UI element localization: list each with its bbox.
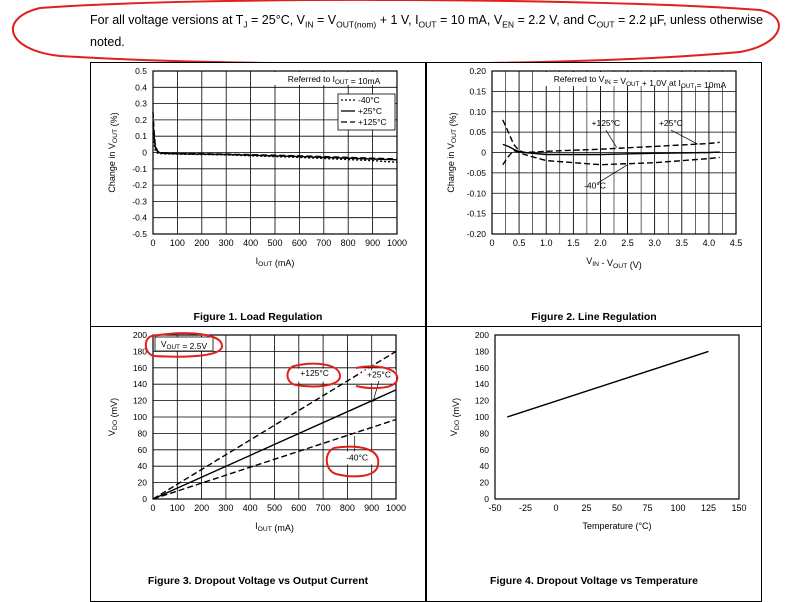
y-tick-label: -0.3 [132, 196, 147, 207]
x-tick-label: 0 [150, 238, 156, 248]
y-tick-label: 0.1 [135, 131, 147, 142]
cout-subscript: OUT [596, 19, 615, 30]
y-tick-label: 120 [132, 395, 147, 406]
vout-subscript: OUT(nom) [336, 19, 377, 30]
conditions-note [90, 12, 770, 51]
y-axis-label: Change in $V_{OUT}$ (%) [107, 112, 119, 193]
fig4-plot-group [449, 330, 747, 531]
x-axis-label: $I_{OUT}$ (mA) [255, 256, 295, 268]
y-tick-label: 60 [479, 444, 489, 455]
y-tick-label: 0.15 [469, 86, 486, 97]
line-regulation-chart [427, 63, 761, 308]
annotation-text: Referred to $I_{OUT} = 10mA$ [287, 74, 381, 86]
y-tick-label: 140 [132, 379, 147, 390]
legend-entry: +125°C [358, 117, 387, 127]
series-label-125: +125°C [591, 118, 621, 129]
figure-2-panel [426, 62, 762, 327]
y-tick-label: 0.2 [135, 114, 147, 125]
figure-2-caption: Figure 2. Line Regulation [531, 311, 657, 323]
y-tick-label: 100 [474, 412, 489, 422]
note-prefix: For all voltage versions at T [90, 13, 244, 27]
series-label-25: +25°C [658, 118, 683, 129]
x-tick-label: -50 [488, 503, 502, 513]
note-after-vout: + 1 V, I [376, 13, 419, 27]
series-line [503, 144, 720, 154]
figure-3-panel [90, 326, 426, 602]
y-tick-label: 180 [132, 346, 147, 357]
y-tick-label: 200 [474, 330, 489, 340]
x-tick-label: 1000 [386, 238, 408, 248]
ven-subscript: EN [502, 19, 514, 30]
figure-1-panel [90, 62, 426, 327]
y-tick-label: 60 [137, 444, 147, 455]
series-label-minus40: -40°C [584, 180, 606, 191]
y-tick-label: -0.5 [132, 229, 147, 239]
x-tick-label: 400 [243, 238, 259, 248]
vin-subscript: IN [305, 19, 314, 30]
x-tick-label: 900 [364, 503, 380, 513]
y-tick-label: 160 [132, 362, 147, 373]
plot-frame [495, 335, 739, 499]
y-axis-label: Change in $V_{OUT}$ (%) [446, 112, 458, 193]
iout-subscript: OUT [418, 19, 437, 30]
x-tick-label: 25 [581, 503, 592, 513]
x-tick-label: 100 [169, 238, 185, 248]
x-tick-label: 50 [611, 503, 623, 513]
y-axis-label: $V_{DO}$ (mV) [107, 397, 119, 437]
y-tick-label: 80 [479, 428, 489, 439]
series-label-25: +25°C [367, 369, 391, 380]
x-axis-label: $V_{IN} - V_{OUT}$ (V) [586, 256, 642, 270]
x-tick-label: 2.5 [621, 238, 634, 248]
y-tick-label: -0.20 [466, 229, 486, 239]
legend-entry: -40°C [358, 95, 380, 105]
y-tick-label: 0 [142, 494, 147, 504]
fig1-plot-group [107, 66, 407, 268]
x-tick-label: 100 [169, 503, 185, 513]
y-tick-label: -0.4 [132, 212, 147, 223]
y-tick-label: 20 [137, 477, 147, 488]
figure-4-caption: Figure 4. Dropout Voltage vs Temperature [490, 575, 698, 587]
x-tick-label: 500 [267, 238, 283, 248]
x-tick-label: 0 [553, 503, 559, 513]
x-tick-label: 4.0 [702, 238, 716, 248]
note-after-tj: = 25°C, V [247, 13, 306, 27]
y-tick-label: -0.10 [466, 188, 486, 199]
y-tick-label: 40 [137, 461, 147, 472]
fig2-plot-group [446, 66, 742, 270]
y-tick-label: 180 [474, 346, 489, 357]
x-tick-label: 200 [194, 238, 210, 248]
x-tick-label: 1000 [385, 503, 407, 513]
y-tick-label: -0.15 [466, 208, 486, 219]
dropout-vs-temperature-chart [427, 327, 761, 572]
x-tick-label: 0 [150, 503, 156, 513]
x-tick-label: 200 [194, 503, 210, 513]
x-tick-label: 600 [291, 503, 307, 513]
x-tick-label: 600 [291, 238, 307, 248]
figure-1-caption: Figure 1. Load Regulation [193, 311, 323, 323]
x-tick-label: 700 [316, 238, 332, 248]
x-axis-label: Temperature (°C) [582, 521, 652, 531]
x-tick-label: -25 [518, 503, 533, 513]
y-tick-label: 120 [474, 395, 489, 406]
x-tick-label: 800 [339, 503, 355, 513]
label-leader [606, 130, 617, 148]
x-tick-label: 1.5 [567, 238, 580, 248]
y-tick-label: 0.05 [469, 127, 486, 138]
x-tick-label: 3.0 [648, 238, 661, 248]
y-axis-label: $V_{DO}$ (mV) [449, 397, 461, 437]
y-tick-label: 40 [479, 461, 489, 472]
x-tick-label: 3.5 [675, 238, 689, 248]
y-tick-label: 140 [474, 379, 489, 390]
legend-entry: +25°C [358, 106, 382, 116]
y-tick-label: -0.05 [466, 167, 486, 178]
x-tick-label: 1.0 [539, 238, 553, 248]
y-tick-label: 80 [137, 428, 147, 439]
x-tick-label: 150 [731, 503, 747, 513]
x-tick-label: 75 [642, 503, 653, 513]
note-after-iout: = 10 mA, V [436, 13, 503, 27]
dropout-vs-current-chart [91, 327, 425, 572]
x-tick-label: 0 [489, 238, 495, 248]
figure-3-caption: Figure 3. Dropout Voltage vs Output Current [147, 575, 369, 587]
x-tick-label: 125 [700, 503, 717, 513]
y-tick-label: 100 [132, 412, 147, 422]
x-tick-label: 100 [670, 503, 686, 513]
x-tick-label: 0.5 [512, 238, 526, 248]
figure-4-panel [426, 326, 762, 602]
x-tick-label: 2.0 [594, 238, 607, 248]
label-leader [598, 165, 628, 183]
x-axis-label: $I_{OUT}$ (mA) [255, 521, 294, 533]
x-tick-label: 500 [266, 503, 283, 513]
y-tick-label: 0.4 [135, 82, 147, 93]
series-label-125: +125°C [300, 368, 329, 378]
y-tick-label: 0.5 [135, 66, 147, 76]
series-line [507, 351, 708, 417]
y-tick-label: -0.2 [132, 180, 147, 191]
y-tick-label: 0 [142, 147, 147, 158]
x-tick-label: 800 [340, 238, 356, 248]
note-after-vin: = V [313, 13, 337, 27]
x-tick-label: 300 [218, 503, 234, 513]
annotation-text: Referred to $V_{IN} = V_{OUT} + 1.0V$ at $I_{OUT} = 10mA$ [553, 74, 727, 90]
x-tick-label: 400 [242, 503, 258, 513]
y-tick-label: 20 [479, 477, 489, 488]
x-tick-label: 900 [365, 238, 381, 248]
x-tick-label: 700 [315, 503, 331, 513]
fig3-plot-group [107, 330, 406, 533]
x-tick-label: 4.5 [729, 238, 743, 248]
annotation-text: $V_{OUT} = 2.5V$ [160, 339, 208, 351]
y-tick-label: 0 [484, 494, 489, 504]
y-tick-label: 0.20 [469, 66, 486, 76]
y-tick-label: 0.3 [135, 98, 147, 109]
y-tick-label: 160 [474, 362, 489, 373]
series-label-minus40: -40°C [346, 452, 369, 463]
load-regulation-chart [91, 63, 425, 308]
note-after-cout: = 2.2 µF, unless otherwise noted. [90, 13, 764, 49]
tj-subscript: J [243, 19, 248, 30]
y-tick-label: 0 [481, 147, 486, 158]
y-tick-label: -0.1 [132, 163, 147, 174]
y-tick-label: 200 [132, 330, 147, 340]
x-tick-label: 300 [218, 238, 234, 248]
note-after-ven: = 2.2 V, and C [513, 13, 597, 27]
y-tick-label: 0.10 [469, 106, 486, 117]
